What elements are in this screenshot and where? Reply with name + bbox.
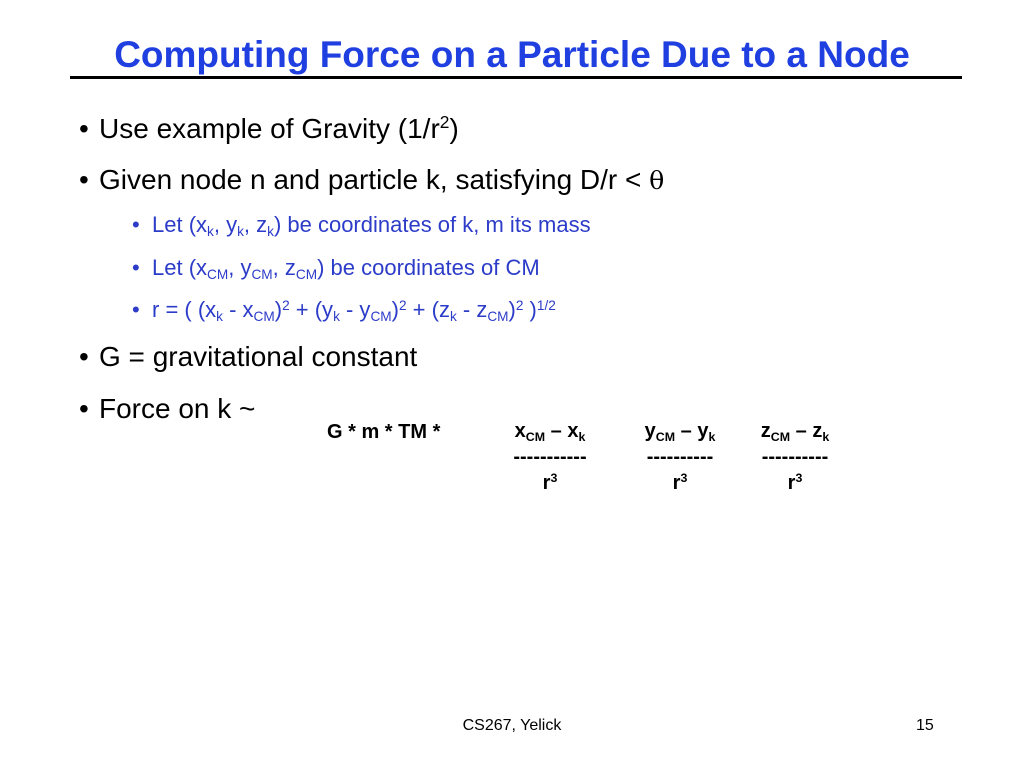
text: r = ( (x bbox=[152, 297, 217, 322]
sub-bullet-r-definition bbox=[132, 296, 556, 324]
var: y bbox=[697, 420, 709, 442]
text: - x bbox=[222, 297, 254, 322]
bullet-gravitational-constant bbox=[79, 340, 417, 374]
subscript: CM bbox=[655, 429, 676, 444]
bullet-marker: • bbox=[79, 393, 89, 424]
text: ) bbox=[274, 297, 283, 322]
bullet-force-on-k bbox=[79, 392, 255, 426]
denominator bbox=[630, 470, 730, 496]
text: ) bbox=[508, 297, 516, 322]
superscript: 2 bbox=[282, 297, 290, 313]
numerator bbox=[500, 418, 600, 444]
text: - y bbox=[339, 297, 371, 322]
subscript: CM bbox=[207, 267, 229, 283]
subscript: k bbox=[822, 429, 830, 444]
footer-course: CS267, Yelick bbox=[462, 717, 562, 734]
theta-symbol: θ bbox=[649, 166, 665, 195]
bullet-text-suffix: ) bbox=[449, 113, 459, 144]
bullet-gravity bbox=[79, 112, 459, 146]
text: , z bbox=[272, 255, 296, 280]
bullet-text: G = gravitational constant bbox=[99, 341, 418, 372]
numerator bbox=[630, 418, 730, 444]
superscript: 3 bbox=[680, 471, 688, 486]
text: Let (x bbox=[152, 255, 208, 280]
bullet-marker: • bbox=[79, 164, 89, 195]
denominator bbox=[745, 470, 845, 496]
fraction-line: ---------- bbox=[646, 446, 714, 468]
text: ) bbox=[523, 297, 537, 322]
superscript: 2 bbox=[515, 297, 524, 313]
formula-column-y bbox=[630, 418, 730, 496]
var: x bbox=[514, 420, 526, 442]
minus: – bbox=[545, 420, 568, 442]
formula-column-z bbox=[745, 418, 845, 496]
var: y bbox=[644, 420, 656, 442]
formula-lead: G * m * TM * bbox=[327, 421, 441, 443]
subscript: k bbox=[578, 429, 586, 444]
title-underline bbox=[70, 76, 962, 79]
subscript: k bbox=[267, 224, 274, 240]
bullet-marker: • bbox=[79, 113, 89, 144]
sub-bullet-k-coords bbox=[132, 211, 591, 239]
var: x bbox=[567, 420, 579, 442]
subscript: CM bbox=[525, 429, 546, 444]
minus: – bbox=[675, 420, 698, 442]
text: + (z bbox=[406, 297, 450, 322]
text: ) bbox=[391, 297, 399, 322]
fraction-line: ----------- bbox=[513, 446, 587, 468]
bullet-node-particle bbox=[79, 163, 664, 198]
text: , y bbox=[228, 255, 252, 280]
den: r bbox=[542, 472, 551, 494]
slide-title: Computing Force on a Particle Due to a Node bbox=[114, 34, 910, 75]
fraction-line: ---------- bbox=[761, 446, 829, 468]
den: r bbox=[787, 472, 796, 494]
subscript: CM bbox=[370, 309, 392, 325]
den: r bbox=[672, 472, 681, 494]
numerator bbox=[745, 418, 845, 444]
superscript: 3 bbox=[550, 471, 558, 486]
subscript: k bbox=[449, 309, 457, 325]
subscript: CM bbox=[770, 429, 791, 444]
text: , z bbox=[243, 212, 268, 237]
subscript: k bbox=[207, 224, 214, 240]
superscript: 3 bbox=[795, 471, 803, 486]
denominator bbox=[500, 470, 600, 496]
bullet-marker: • bbox=[79, 341, 89, 372]
var: z bbox=[812, 420, 823, 442]
formula-column-x bbox=[500, 418, 600, 496]
subscript: k bbox=[333, 309, 340, 325]
subscript: k bbox=[216, 309, 223, 325]
bullet-marker: • bbox=[132, 297, 140, 322]
subscript: k bbox=[708, 429, 716, 444]
subscript: k bbox=[237, 224, 244, 240]
sub-bullet-cm-coords bbox=[132, 254, 540, 282]
bullet-marker: • bbox=[132, 212, 140, 237]
subscript: CM bbox=[253, 309, 275, 325]
text: Let (x bbox=[152, 212, 208, 237]
text: ) be coordinates of CM bbox=[317, 255, 540, 280]
minus: – bbox=[790, 420, 813, 442]
bullet-text: Force on k ~ bbox=[99, 393, 256, 424]
text: - z bbox=[456, 297, 488, 322]
subscript: CM bbox=[487, 309, 509, 325]
bullet-superscript: 2 bbox=[439, 112, 450, 133]
text: , y bbox=[213, 212, 238, 237]
footer-page-number: 15 bbox=[916, 717, 934, 734]
text: ) be coordinates of k, m its mass bbox=[273, 212, 591, 237]
subscript: CM bbox=[251, 267, 273, 283]
bullet-marker: • bbox=[132, 255, 140, 280]
superscript: 1/2 bbox=[536, 297, 556, 313]
bullet-text: Given node n and particle k, satisfying D/r < bbox=[99, 164, 650, 195]
text: + (y bbox=[289, 297, 334, 322]
subscript: CM bbox=[295, 267, 318, 283]
superscript: 2 bbox=[398, 297, 407, 313]
var: z bbox=[760, 420, 771, 442]
bullet-text: Use example of Gravity (1/r bbox=[99, 113, 440, 144]
